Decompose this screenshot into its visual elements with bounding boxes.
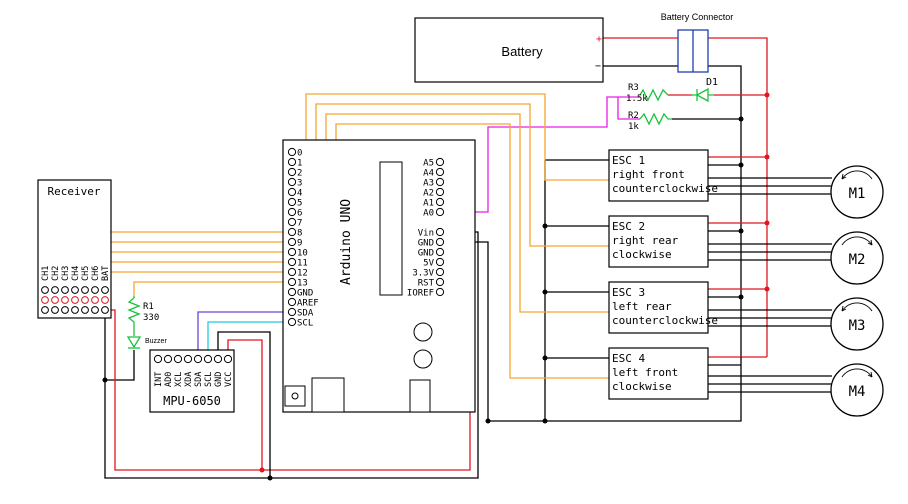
receiver-pin bbox=[82, 307, 89, 314]
r3-value: 1.5k bbox=[626, 94, 648, 104]
arduino-pin-a2 bbox=[436, 188, 443, 195]
arduino-pin-label-gnd: GND bbox=[297, 288, 314, 299]
esc-direction: clockwise bbox=[612, 380, 672, 393]
mpu-pin-label-gnd: GND bbox=[214, 371, 224, 387]
arduino-pin-gnd bbox=[436, 238, 443, 245]
buzzer-ground-wire bbox=[105, 350, 134, 380]
arduino-pin-label-aref: AREF bbox=[297, 298, 319, 309]
arduino-uno bbox=[283, 140, 475, 412]
arduino-pin-label-a5: A5 bbox=[423, 158, 434, 169]
battery-minus-label: − bbox=[595, 61, 602, 72]
battery-plus-label: + bbox=[596, 34, 603, 45]
arduino-pin-label-3: 3 bbox=[297, 178, 303, 189]
receiver-pin bbox=[52, 297, 59, 304]
receiver-pin bbox=[72, 307, 79, 314]
r3-name: R3 bbox=[628, 83, 639, 93]
arduino-pin-label-33v: 3.3V bbox=[412, 268, 434, 279]
r1-name: R1 bbox=[143, 302, 154, 312]
esc-position: left rear bbox=[612, 300, 672, 313]
arduino-pin-label-gnd: GND bbox=[417, 248, 434, 259]
arduino-pin-scl bbox=[288, 318, 295, 325]
m3-leads bbox=[708, 310, 832, 326]
mpu-pin-xcl bbox=[174, 355, 181, 362]
buzzer-label: Buzzer bbox=[145, 338, 167, 345]
battery-connector bbox=[661, 12, 734, 72]
arduino-pin-label-1: 1 bbox=[297, 158, 303, 169]
resistor-r1 bbox=[129, 298, 159, 323]
arduino-pin-label-sda: SDA bbox=[297, 308, 314, 319]
arduino-pin-label-7: 7 bbox=[297, 218, 303, 229]
arduino-board bbox=[283, 140, 475, 412]
motor-label: M2 bbox=[848, 252, 866, 268]
mpu-pin-label-xcl: XCL bbox=[174, 371, 184, 387]
arduino-pin-10 bbox=[288, 248, 295, 255]
receiver-pin bbox=[72, 297, 79, 304]
arduino-title: Arduino UNO bbox=[339, 198, 354, 285]
mpu-pin-xda bbox=[184, 355, 191, 362]
esc-2 bbox=[609, 216, 708, 267]
receiver-pin bbox=[52, 287, 59, 294]
esc-group bbox=[609, 150, 718, 399]
arduino-pin-gnd bbox=[436, 248, 443, 255]
mpu-pin-ad0 bbox=[164, 355, 171, 362]
arduino-pin-4 bbox=[288, 188, 295, 195]
receiver-label-ch3: CH3 bbox=[61, 265, 71, 281]
esc-3 bbox=[609, 282, 718, 333]
receiver-pin bbox=[102, 287, 109, 294]
ch5-wire bbox=[85, 272, 288, 296]
receiver-pin bbox=[42, 287, 49, 294]
resistor-r3 bbox=[626, 83, 668, 104]
receiver-pin bbox=[82, 287, 89, 294]
esc-1 bbox=[609, 150, 718, 201]
receiver-pin bbox=[82, 297, 89, 304]
arduino-pin-label-a2: A2 bbox=[423, 188, 434, 199]
arduino-pin-label-0: 0 bbox=[297, 148, 303, 159]
arduino-pin-gnd bbox=[288, 288, 295, 295]
arduino-pin-label-6: 6 bbox=[297, 208, 303, 219]
sda-wire bbox=[198, 312, 288, 356]
m2-leads bbox=[708, 244, 832, 260]
resistor-r2 bbox=[628, 111, 672, 132]
motor-label: M4 bbox=[848, 384, 866, 400]
arduino-pin-label-scl: SCL bbox=[297, 318, 314, 329]
arduino-pin-label-a4: A4 bbox=[423, 168, 434, 179]
esc-name: ESC 4 bbox=[612, 352, 646, 365]
esc-position: right front bbox=[612, 168, 685, 181]
battery-connector-label: Battery Connector bbox=[660, 12, 734, 22]
receiver-pin bbox=[62, 307, 69, 314]
arduino-pin-2 bbox=[288, 168, 295, 175]
mpu-pin-label-ad0: AD0 bbox=[164, 371, 174, 387]
esc-4 bbox=[609, 348, 708, 399]
receiver-pin bbox=[102, 297, 109, 304]
mpu-pin-sda bbox=[194, 355, 201, 362]
mpu-pin-int bbox=[154, 355, 161, 362]
receiver-title: Receiver bbox=[47, 185, 101, 198]
m4-leads bbox=[708, 376, 832, 392]
arduino-pin-sda bbox=[288, 308, 295, 315]
receiver-label-bat: BAT bbox=[101, 265, 111, 281]
arduino-pin-label-12: 12 bbox=[297, 268, 308, 279]
receiver-label-ch1: CH1 bbox=[41, 265, 51, 281]
mpu-6050 bbox=[150, 350, 234, 412]
receiver bbox=[38, 180, 111, 318]
arduino-pin-5v bbox=[436, 258, 443, 265]
receiver-pin bbox=[62, 297, 69, 304]
arduino-pin-1 bbox=[288, 158, 295, 165]
arduino-pin-a5 bbox=[436, 158, 443, 165]
receiver-pin bbox=[42, 307, 49, 314]
arduino-pin-ioref bbox=[436, 288, 443, 295]
arduino-pin-6 bbox=[288, 208, 295, 215]
arduino-pin-label-10: 10 bbox=[297, 248, 308, 259]
buzzer-signal-wire bbox=[134, 282, 288, 296]
arduino-pin-label-rst: RST bbox=[417, 278, 434, 289]
arduino-pin-label-vin: Vin bbox=[417, 228, 434, 239]
arduino-pin-11 bbox=[288, 258, 295, 265]
arduino-pin-label-11: 11 bbox=[297, 258, 308, 269]
arduino-pin-a1 bbox=[436, 198, 443, 205]
arduino-pin-label-9: 9 bbox=[297, 238, 303, 249]
arduino-pin-7 bbox=[288, 218, 295, 225]
battery-label: Battery bbox=[501, 44, 543, 59]
motor-m4 bbox=[831, 364, 883, 416]
receiver-pin bbox=[92, 287, 99, 294]
arduino-pin-label-a1: A1 bbox=[423, 198, 434, 209]
arduino-pin-a4 bbox=[436, 168, 443, 175]
mpu-title: MPU-6050 bbox=[163, 394, 221, 408]
arduino-pin-a3 bbox=[436, 178, 443, 185]
receiver-pin bbox=[92, 297, 99, 304]
esc-ground-taps bbox=[708, 165, 741, 365]
diode-d1 bbox=[692, 77, 718, 101]
esc-name: ESC 3 bbox=[612, 286, 646, 299]
arduino-pin-label-a0: A0 bbox=[423, 208, 434, 219]
mpu-pin-label-int: INT bbox=[154, 371, 164, 387]
mpu-pin-label-vcc: VCC bbox=[224, 371, 234, 387]
mpu-pin-label-xda: XDA bbox=[184, 371, 194, 387]
arduino-pin-8 bbox=[288, 228, 295, 235]
receiver-label-ch5: CH5 bbox=[81, 265, 91, 281]
motor-label: M1 bbox=[848, 186, 866, 202]
mpu-pin-scl bbox=[204, 355, 211, 362]
motor-m3 bbox=[831, 298, 883, 350]
arduino-pin-9 bbox=[288, 238, 295, 245]
esc-position: left front bbox=[612, 366, 679, 379]
arduino-pin-5 bbox=[288, 198, 295, 205]
arduino-pin-vin bbox=[436, 228, 443, 235]
arduino-pin-12 bbox=[288, 268, 295, 275]
arduino-pin-33v bbox=[436, 268, 443, 275]
receiver-label-ch4: CH4 bbox=[71, 265, 81, 281]
arduino-pin-label-5: 5 bbox=[297, 198, 303, 209]
receiver-pin bbox=[102, 307, 109, 314]
receiver-pin bbox=[52, 307, 59, 314]
mpu-pin-label-scl: SCL bbox=[204, 371, 214, 387]
esc-name: ESC 1 bbox=[612, 154, 646, 167]
motor-m2 bbox=[831, 232, 883, 284]
arduino-pin-label-ioref: IOREF bbox=[406, 288, 434, 299]
r1-value: 330 bbox=[143, 313, 160, 323]
arduino-pin-label-13: 13 bbox=[297, 278, 308, 289]
arduino-pin-13 bbox=[288, 278, 295, 285]
receiver-pin bbox=[42, 297, 49, 304]
esc-name: ESC 2 bbox=[612, 220, 646, 233]
diode-label: D1 bbox=[706, 77, 719, 88]
esc-ground-links bbox=[545, 160, 609, 358]
arduino-pin-rst bbox=[436, 278, 443, 285]
receiver-pin bbox=[92, 307, 99, 314]
receiver-pin bbox=[72, 287, 79, 294]
arduino-pin-aref bbox=[288, 298, 295, 305]
esc-direction: counterclockwise bbox=[612, 182, 718, 195]
receiver-label-ch2: CH2 bbox=[51, 265, 61, 281]
mpu-pin-vcc bbox=[224, 355, 231, 362]
esc-direction: counterclockwise bbox=[612, 314, 718, 327]
mpu-pin-label-sda: SDA bbox=[194, 371, 204, 387]
receiver-pin bbox=[62, 287, 69, 294]
r2-name: R2 bbox=[628, 111, 639, 121]
mpu-pin-gnd bbox=[214, 355, 221, 362]
arduino-pin-label-5v: 5V bbox=[423, 258, 434, 269]
battery bbox=[415, 18, 603, 82]
arduino-pin-label-4: 4 bbox=[297, 188, 303, 199]
receiver-label-ch6: CH6 bbox=[91, 265, 101, 281]
buzzer bbox=[128, 337, 167, 348]
arduino-pin-0 bbox=[288, 148, 295, 155]
arduino-pin-label-8: 8 bbox=[297, 228, 303, 239]
esc-direction: clockwise bbox=[612, 248, 672, 261]
arduino-pin-label-2: 2 bbox=[297, 168, 303, 179]
motor-m1 bbox=[831, 166, 883, 218]
motor-group bbox=[831, 166, 883, 416]
r2-value: 1k bbox=[628, 122, 639, 132]
m1-leads bbox=[708, 178, 832, 194]
motor-label: M3 bbox=[848, 318, 866, 334]
esc-position: right rear bbox=[612, 234, 679, 247]
arduino-pin-label-gnd: GND bbox=[417, 238, 434, 249]
arduino-pin-label-a3: A3 bbox=[423, 178, 434, 189]
arduino-pin-a0 bbox=[436, 208, 443, 215]
arduino-pin-3 bbox=[288, 178, 295, 185]
